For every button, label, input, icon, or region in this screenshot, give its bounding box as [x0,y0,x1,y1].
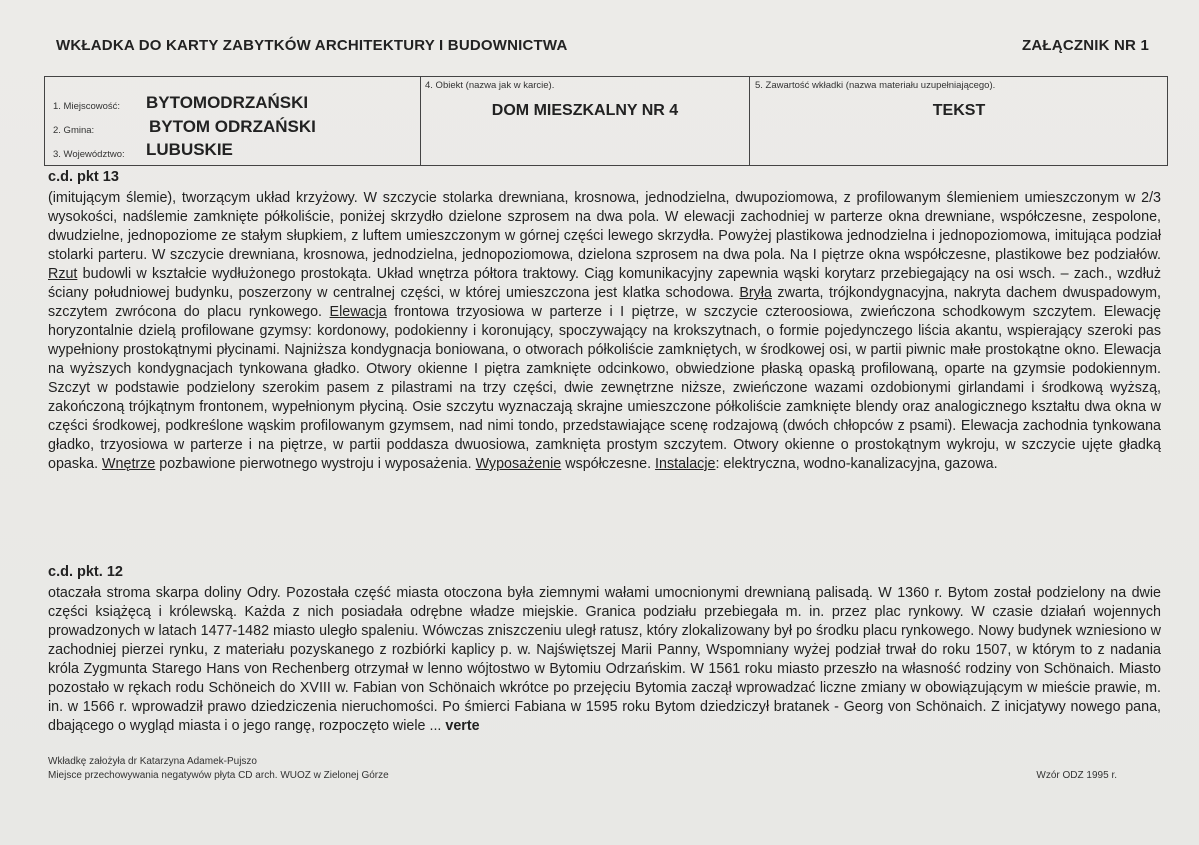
storage-note: Miejsce przechowywania negatywów płyta CD arch. WUOZ w Zielonej Górze [48,770,389,781]
commune-value: BYTOM ODRZAŃSKI [149,117,316,136]
section-12-heading: c.d. pkt. 12 [48,564,123,580]
section-13-heading: c.d. pkt 13 [48,169,119,185]
content-label: 5. Zawartość wkładki (nazwa materiału uzupełniającego). [755,80,996,91]
column-divider [749,77,750,165]
object-value: DOM MIESZKALNY NR 4 [491,102,679,119]
voivodeship-value: LUBUSKIE [146,140,233,159]
voivodeship-label: 3. Województwo: [53,149,125,160]
section-13-text: (imitującym ślemie), tworzącym układ krzyżowy. W szczycie stolarka drewniana, krosnowa, jednodzielna, dwupoziomowa, z profilowanym ślemieniem umieszczonym w 2/3 wysokości, nadślemie zamknięte półkoliście, poniżej skrzydło dzielone szprosem na dwa pola. W elewacji zachodniej w parterze okna drewniane, współczesne, zespolone, dwudzielne, jednopoziome ze stałym słupkiem, z luftem umieszczonym w górnej części lewego skrzydła. Powyżej plastikowa jednodzielna i jednopoziomowa, imitująca podział stolarki parteru. W szczycie drewniana, krosnowa, jednodzielna, jednopoziomowa, dzielona szprosem na dwa pola. Na I piętrze okna współczesne, plastikowe bez podziałów. Rzut budowli w kształcie wydłużonego prostokąta. Układ wnętrza półtora traktowy. Ciąg komunikacyjny zapewnia wąski korytarz przebiegający na osi wsch. – zach., wzdłuż ściany południowej budynku, poszerzony w centralnej części, w której umieszczona jest klatka schodowa. Bryła zwarta, trójkondygnacyjna, nakryta dachem dwuspadowym, szczytem zwrócona do placu rynkowego. Elewacja frontowa trzyosiowa w parterze i I piętrze, w szczycie czteroosiowa, zwieńczona schodkowym szczytem. Elewację horyzontalnie dzielą profilowane gzymsy: kordonowy, podokienny i koronujący, spoczywający na krokszytnach, o formie pojedynczego liścia akantu, wspierający szeroki pas wypełniony prostokątnymi płycinami. Najniższa kondygnacja boniowana, o otworach półkoliście zamkniętych, w środkowej osi, w partii piwnic małe prostokątne okno. Elewacja na wyższych kondygnacjach tynkowana gładko. Otwory okienne I piętra zamknięte odcinkowo, obwiedzione płaską opaską profilowaną, oparte na gzymsie podokiennym. Szczyt w podstawie podzielony szerokim pasem z pilastrami na trzy części, dwie zewnętrzne niższe, zwieńczone wazami ozdobionymi girlandami i środkową wyższą, zakończoną trójkątnym frontonem, wypełnionym płyciną. Osie szczytu wyznaczają skrajne umieszczone półkoliście zamknięte blendy oraz analogicznego kształtu dwa okna w części środkowej, podkreślone wąskim profilowanym gzymsem, nad nimi tondo, przedstawiające scenę rodzajową (dwóch chłopców z psami). Elewacja zachodnia tynkowana gładko, trzyosiowa w parterze i na piętrze, w partii poddasza dwuosiowa, zamknięta prostym szczytem. Otwory okienne o prostokątnym wykroju, w szczycie ujęte gładką opaska. Wnętrze pozbawione pierwotnego wystroju i wyposażenia. Wyposażenie współczesne. Instalacje: elektryczna, wodno-kanalizacyjna, gazowa. [48,190,1161,472]
form-header-box [44,76,1168,166]
commune-label: 2. Gmina: [53,125,95,136]
locality-label: 1. Miejscowość: [53,101,121,112]
card-title: WKŁADKA DO KARTY ZABYTKÓW ARCHITEKTURY I BUDOWNICTWA [56,37,568,54]
template-note: Wzór ODZ 1995 r. [1036,770,1117,781]
locality-value: BYTOMODRZAŃSKI [146,93,309,112]
author-note: Wkładkę założyła dr Katarzyna Adamek-Pujszo [48,756,257,767]
column-divider [420,77,421,165]
verte-label: verte [445,718,480,734]
object-label: 4. Obiekt (nazwa jak w karcie). [425,80,555,91]
annex-number: ZAŁĄCZNIK NR 1 [1022,37,1149,54]
content-value: TEKST [932,102,986,119]
section-12-text: otaczała stroma skarpa doliny Odry. Pozostała część miasta otoczona była ziemnymi wałami umocnionymi drewnianą palisadą. W 1360 r. Bytom został podzielony na dwie części książęcą i królewską. Każda z nich posiadała odrębne władze miejskie. Granica podziału przebiegała m. in. przez plac rynkowy. W czasie działań wojennych prowadzonych w latach 1477-1482 miasto uległo spaleniu. Wówczas zniszczeniu uległ ratusz, który zlokalizowany był po środku placu rynkowego. Nowy budynek wzniesiono w zachodniej pierzei rynku, z materiału pozyskanego z rozbiórki kaplicy p. w. Najświętszej Marii Panny, Wspomniany wyżej podział trwał do roku 1507, w którym to z nadania króla Zygmunta Starego Hans von Rechenberg otrzymał w lenno wójtostwo w Bytomiu Odrzańskim. W 1561 roku miasto przeszło na własność rodziny von Schönaich. Miasto pozostało w rękach rodu Schöneich do XVIII w. Fabian von Schönaich wkrótce po przejęciu Bytomia zaczął wprowadzać liczne zmiany w obowiązującym w mieście prawie, m. in. w 1566 r. wprowadził prawo dziedziczenia nieruchomości. Po śmierci Fabiana w 1595 roku Bytom dziedziczył bratanek - Georg von Schönaich. Z inicjatywy nowego pana, dbającego o wygląd miasta i o jego rangę, rozpoczęto wiele ... verte [48,585,1161,734]
